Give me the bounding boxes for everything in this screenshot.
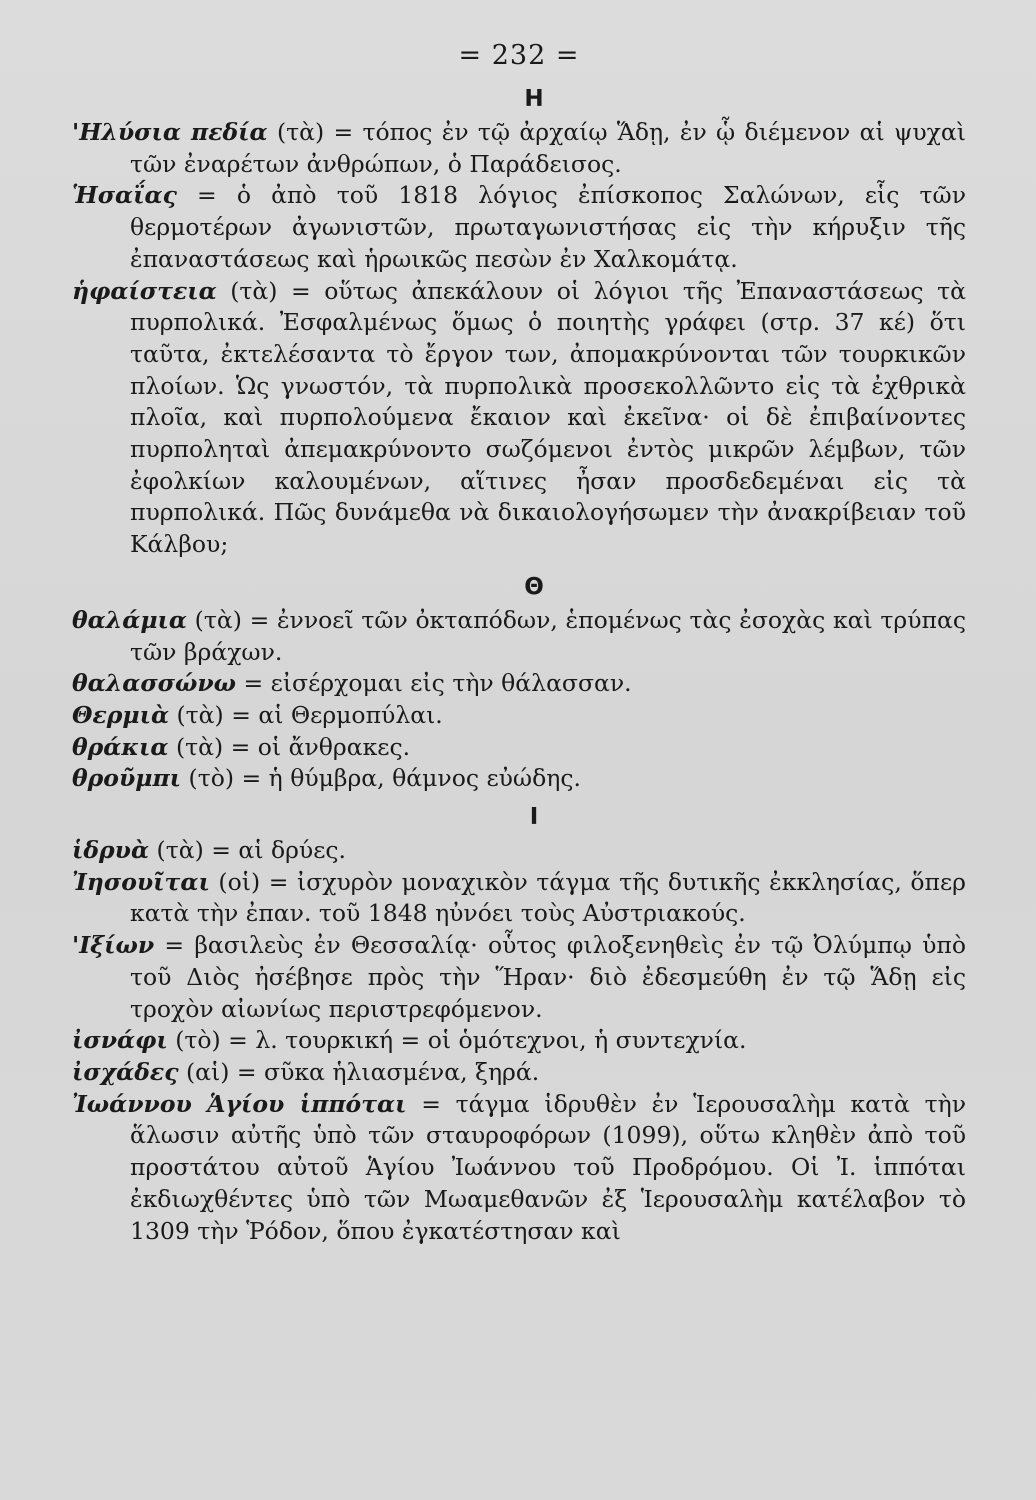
glossary-entry: [72, 668, 966, 700]
section-letter: Η: [524, 86, 544, 112]
section-letter: Θ: [524, 573, 544, 600]
entry-definition: (τὰ) = ἐννοεῖ τῶν ὀκταπόδων, ἑπομένως τὰς ἐσοχὰς καὶ τρύπας τῶν βράχων.: [130, 605, 966, 666]
entry-definition: = βασιλεὺς ἐν Θεσσαλίᾳ· οὗτος φιλοξενηθεὶς ἐν τῷ Ὀλύμπῳ ὑπὸ τοῦ Διὸς ἠσέβησε πρὸς τὴν Ἥραν· διὸ ἐδεσμεύθη ἐν τῷ Ἅδῃ εἰς τροχὸν αἰωνίως περιστρεφόμενον.: [130, 931, 966, 1023]
entry-headword: ἱδρυὰ: [72, 836, 150, 865]
entry-headword: Ἰωάννου Ἁγίου ἱππόται: [72, 1089, 407, 1118]
entry-definition: (αἱ) = σῦκα ἡλιασμένα, ξηρά.: [178, 1057, 540, 1086]
glossary-entry: [72, 732, 966, 764]
entry-headword: θαλασσώνω: [72, 669, 237, 698]
entry-headword: Θερμιὰ: [72, 700, 170, 729]
entry-definition: (τὰ) = οἱ ἄνθρακες.: [168, 732, 411, 761]
section-theta: [72, 575, 966, 795]
entry-headword: θράκια: [72, 732, 169, 761]
glossary-entry: [72, 117, 966, 180]
section-eta: [72, 87, 966, 561]
glossary-entry: [72, 835, 966, 867]
glossary-entry: [72, 180, 966, 275]
glossary-entry: [72, 605, 966, 668]
section-iota: [72, 805, 966, 1247]
glossary-entry: [72, 930, 966, 1025]
entry-definition: = τάγμα ἱδρυθὲν ἐν Ἱερουσαλὴμ κατὰ τὴν ἅλωσιν αὐτῆς ὑπὸ τῶν σταυροφόρων (1099), οὕτω κληθὲν ἀπὸ τοῦ προστάτου αὐτοῦ Ἁγίου Ἰωάννου τοῦ Προδρόμου. Οἱ Ἰ. ἱππόται ἐκδιωχθέντες ὑπὸ τῶν Μωαμεθανῶν ἐξ Ἱερουσαλὴμ κατέλαβον τὸ 1309 τὴν Ῥόδον, ὅπου ἐγκατέστησαν καὶ: [130, 1089, 966, 1245]
entry-headword: θροῦμπι: [72, 764, 182, 793]
entry-headword: Ἰησουῖται: [72, 867, 210, 896]
entry-definition: (τὰ) = τόπος ἐν τῷ ἀρχαίῳ Ἅδῃ, ἐν ᾧ διέμενον αἱ ψυχαὶ τῶν ἐναρέτων ἀνθρώπων, ὁ Παράδεισος.: [130, 118, 967, 178]
entry-definition: (τὰ) = αἱ δρύες.: [149, 836, 346, 865]
entry-headword: θαλάμια: [72, 605, 187, 634]
entry-headword: ἡφαίστεια: [72, 276, 217, 305]
entry-headword: 'Ηλύσια πεδία: [72, 118, 268, 146]
entry-definition: (τὰ) = οὕτως ἀπεκάλουν οἱ λόγιοι τῆς Ἐπαναστάσεως τὰ πυρπολικά. Ἐσφαλμένως ὅμως ὁ ποιητὴς γράφει (στρ. 37 κέ) ὅτι ταῦτα, ἐκτελέσαντα τὸ ἔργον των, ἀπομακρύνονται τῶν τουρκικῶν πλοίων. Ὡς γνωστόν, τὰ πυρπολικὰ προσεκολλῶντο εἰς τὰ ἐχθρικὰ πλοῖα, καὶ πυρπολούμενα ἔκαιον καὶ ἐκεῖνα· οἱ δὲ ἐπιβαίνοντες πυρποληταὶ ἀπεμακρύνοντο σωζόμενοι ἐντὸς μικρῶν λέμβων, τῶν ἐφολκίων καλουμένων, αἵτινες ἦσαν προσδεδεμέναι εἰς τὰ πυρπολικά. Πῶς δυνάμεθα νὰ δικαιολογήσωμεν τὴν ἀνακρίβειαν τοῦ Κάλβου;: [130, 276, 966, 559]
glossary-entry: [72, 276, 966, 561]
glossary-entry: [72, 1025, 966, 1057]
page-number: = 232 =: [458, 40, 580, 71]
entry-headword: ἰσνάφι: [72, 1026, 168, 1055]
glossary-entry: [72, 867, 966, 930]
glossary-entry: [72, 1089, 966, 1248]
entry-headword: 'Ιξίων: [72, 931, 155, 960]
glossary-entry: [72, 763, 966, 795]
entry-headword: Ἡσαΐας: [72, 181, 177, 210]
entry-definition: = εἰσέρχομαι εἰς τὴν θάλασσαν.: [236, 669, 632, 698]
entry-headword: ἰσχάδες: [72, 1057, 179, 1086]
glossary-entry: [72, 700, 966, 732]
entry-definition: (οἱ) = ἰσχυρὸν μοναχικὸν τάγμα τῆς δυτικῆς ἐκκλησίας, ὅπερ κατὰ τὴν ἐπαν. τοῦ 1848 ηὐνόει τοὺς Αὐστριακούς.: [130, 867, 966, 928]
entry-definition: (τὸ) = ἡ θύμβρα, θάμνος εὐώδης.: [181, 764, 581, 793]
section-letter: Ι: [529, 804, 539, 831]
entry-definition: (τὰ) = αἱ Θερμοπύλαι.: [169, 700, 443, 729]
glossary-entry: [72, 1057, 966, 1089]
entry-definition: = ὁ ἀπὸ τοῦ 1818 λόγιος ἐπίσκοπος Σαλώνων, εἷς τῶν θερμοτέρων ἀγωνιστῶν, πρωταγωνιστήσας εἰς τὴν κήρυξιν τῆς ἐπαναστάσεως καὶ ἡρωικῶς πεσὼν ἐν Χαλκομάτᾳ.: [130, 181, 966, 273]
entry-definition: (τὸ) = λ. τουρκική = οἱ ὁμότεχνοι, ἡ συντεχνία.: [167, 1026, 747, 1055]
